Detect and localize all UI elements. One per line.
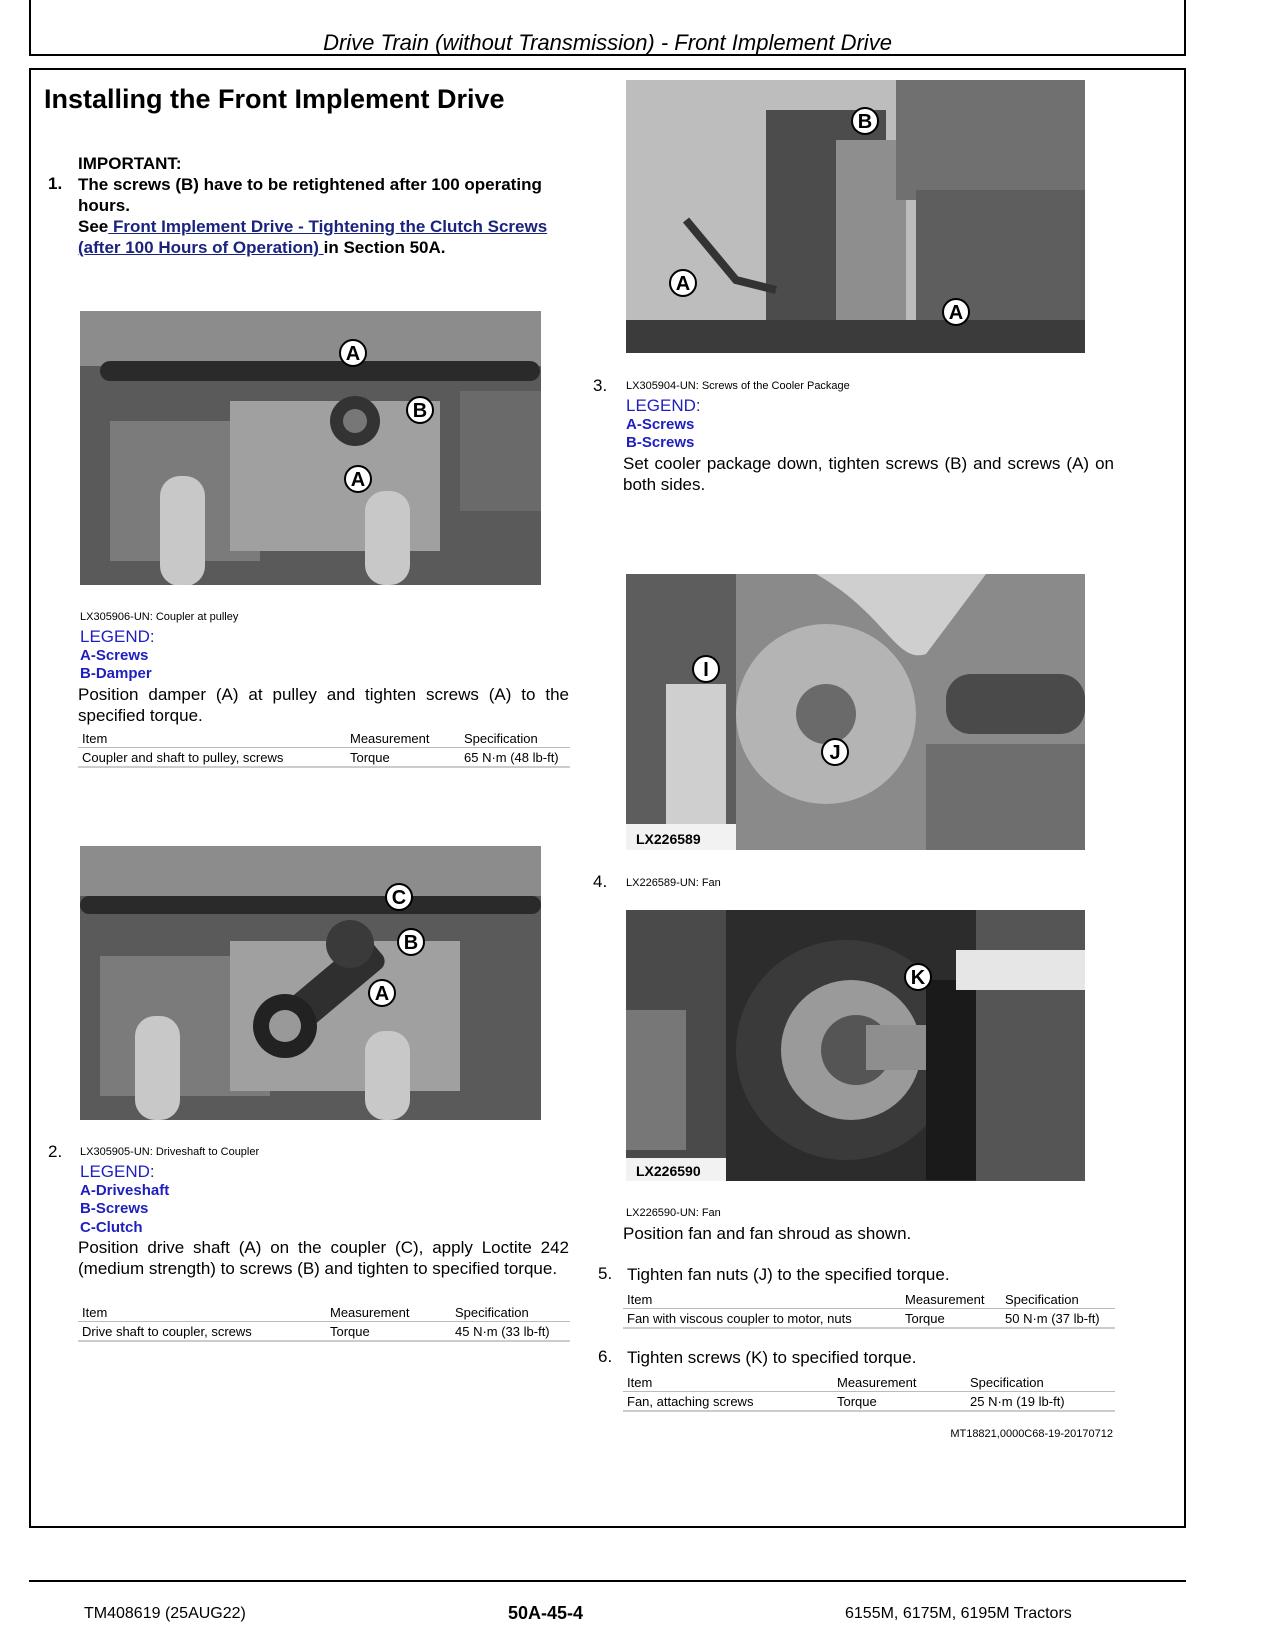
table-header-row [623,1374,1115,1392]
step-number: 6. [598,1347,613,1366]
column-header: Item [78,1304,326,1322]
table-cell: Fan with viscous coupler to motor, nuts [623,1309,901,1329]
svg-text:B: B [857,111,873,133]
svg-text:I: I [703,659,709,681]
cooler-package-drawing [626,80,1085,353]
header-frame [29,0,1186,56]
important-label: IMPORTANT: [78,154,182,173]
callout-i [693,656,719,682]
column-header: Measurement [346,730,460,748]
table-header-row [78,1304,570,1322]
legend-item: A-Screws [626,416,695,433]
callout-a-left [670,270,696,296]
legend-item: B-Screws [626,434,695,451]
fan-screws-image [626,910,1085,1181]
column-header: Measurement [326,1304,451,1322]
image-label: LX226590 [636,1163,701,1179]
cooler-package-image [626,80,1085,353]
legend-title: LEGEND: [80,1162,155,1181]
instruction-text: Position drive shaft (A) on the coupler (C), apply Loctite 242 (medium strength) to screws (B) and tighten to specified torque. [78,1238,569,1278]
torque-spec-table [78,730,570,768]
coupler-at-pulley-image [80,311,541,585]
table-cell: 65 N·m (48 lb-ft) [460,748,570,768]
column-header: Specification [1001,1291,1115,1309]
svg-text:A: A [345,343,361,365]
callout-a [369,980,395,1006]
see-label: See [78,217,109,236]
column-header: Measurement [901,1291,1001,1309]
tightening-clutch-screws-link[interactable]: Front Implement Drive - Tightening the Clutch Screws (after 100 Hours of Operation) [78,217,548,257]
see-reference [78,216,578,258]
fan-screws-drawing [626,910,1085,1181]
torque-spec-table [78,1304,570,1342]
column-header: Specification [460,730,570,748]
step-number: 3. [593,376,608,395]
callout-j [822,739,848,765]
callout-k [905,964,931,990]
step-number: 1. [48,174,63,193]
table-header-row [78,730,570,748]
table-cell: Torque [833,1392,966,1412]
table-row [623,1309,1115,1329]
svg-text:A: A [675,273,691,295]
footer-rule [29,1580,1186,1582]
table-row [78,1322,570,1342]
coupler-at-pulley-drawing [80,311,541,585]
column-header: Specification [451,1304,570,1322]
legend-item: C-Clutch [80,1219,143,1236]
legend-item: A-Driveshaft [80,1182,170,1199]
section-label: in Section 50A. [323,238,446,257]
table-cell: Coupler and shaft to pulley, screws [78,748,346,768]
driveshaft-to-coupler-drawing [80,846,541,1120]
svg-text:J: J [829,742,841,764]
table-cell: Drive shaft to coupler, screws [78,1322,326,1342]
table-cell: 45 N·m (33 lb-ft) [451,1322,570,1342]
figure-caption: LX226590-UN: Fan [626,1207,721,1219]
torque-spec-table [623,1374,1115,1412]
torque-spec-table [623,1291,1115,1329]
column-header: Item [623,1374,833,1392]
svg-text:K: K [910,967,926,989]
header-title: Drive Train (without Transmission) - Front Implement Drive [323,30,892,55]
legend-title: LEGEND: [626,396,701,415]
callout-a-top [340,340,366,366]
callout-a-right [943,299,969,325]
svg-text:B: B [412,400,428,422]
figure-caption: LX305904-UN: Screws of the Cooler Package [626,380,850,392]
table-cell: 50 N·m (37 lb-ft) [1001,1309,1115,1329]
table-cell: Torque [901,1309,1001,1329]
document-reference: MT18821,0000C68-19-20170712 [950,1428,1113,1440]
table-cell: Torque [326,1322,451,1342]
column-header: Item [78,730,346,748]
page-title: Installing the Front Implement Drive [44,84,505,114]
svg-text:A: A [350,469,366,491]
table-header-row [623,1291,1115,1309]
svg-text:A: A [374,983,390,1005]
fan-nuts-drawing [626,574,1085,850]
figure-caption: LX305906-UN: Coupler at pulley [80,611,239,623]
step-number: 2. [48,1142,63,1161]
callout-b [407,397,433,423]
step-number: 5. [598,1264,613,1283]
retighten-note: The screws (B) have to be retightened after 100 operating hours. [78,175,542,215]
fan-nuts-image [626,574,1085,850]
driveshaft-to-coupler-image [80,846,541,1120]
callout-a-bottom [345,466,371,492]
callout-b [852,108,878,134]
svg-text:C: C [391,887,407,909]
footer-page-number: 50A-45-4 [508,1603,584,1623]
step-text: Tighten fan nuts (J) to the specified torque. [627,1265,950,1284]
table-row [78,748,570,768]
svg-text:A: A [948,302,964,324]
legend-item: B-Damper [80,665,152,682]
instruction-text: Position damper (A) at pulley and tighten screws (A) to the specified torque. [78,685,569,725]
step-number: 4. [593,872,608,891]
column-header: Specification [966,1374,1115,1392]
footer-manual-id: TM408619 (25AUG22) [84,1605,246,1622]
figure-caption: LX226589-UN: Fan [626,877,721,889]
table-cell: Fan, attaching screws [623,1392,833,1412]
column-header: Measurement [833,1374,966,1392]
footer-models: 6155M, 6175M, 6195M Tractors [845,1605,1072,1622]
legend-item: A-Screws [80,647,149,664]
column-header: Item [623,1291,901,1309]
callout-b [398,929,424,955]
instruction-text: Set cooler package down, tighten screws (B) and screws (A) on both sides. [623,454,1114,494]
instruction-text: Position fan and fan shroud as shown. [623,1224,912,1243]
image-label: LX226589 [636,831,701,847]
figure-caption: LX305905-UN: Driveshaft to Coupler [80,1146,260,1158]
step-text: Tighten screws (K) to specified torque. [627,1348,917,1367]
legend-item: B-Screws [80,1200,149,1217]
svg-text:B: B [403,932,419,954]
legend-title: LEGEND: [80,627,155,646]
table-cell: 25 N·m (19 lb-ft) [966,1392,1115,1412]
table-row [623,1392,1115,1412]
callout-c [386,884,412,910]
table-cell: Torque [346,748,460,768]
